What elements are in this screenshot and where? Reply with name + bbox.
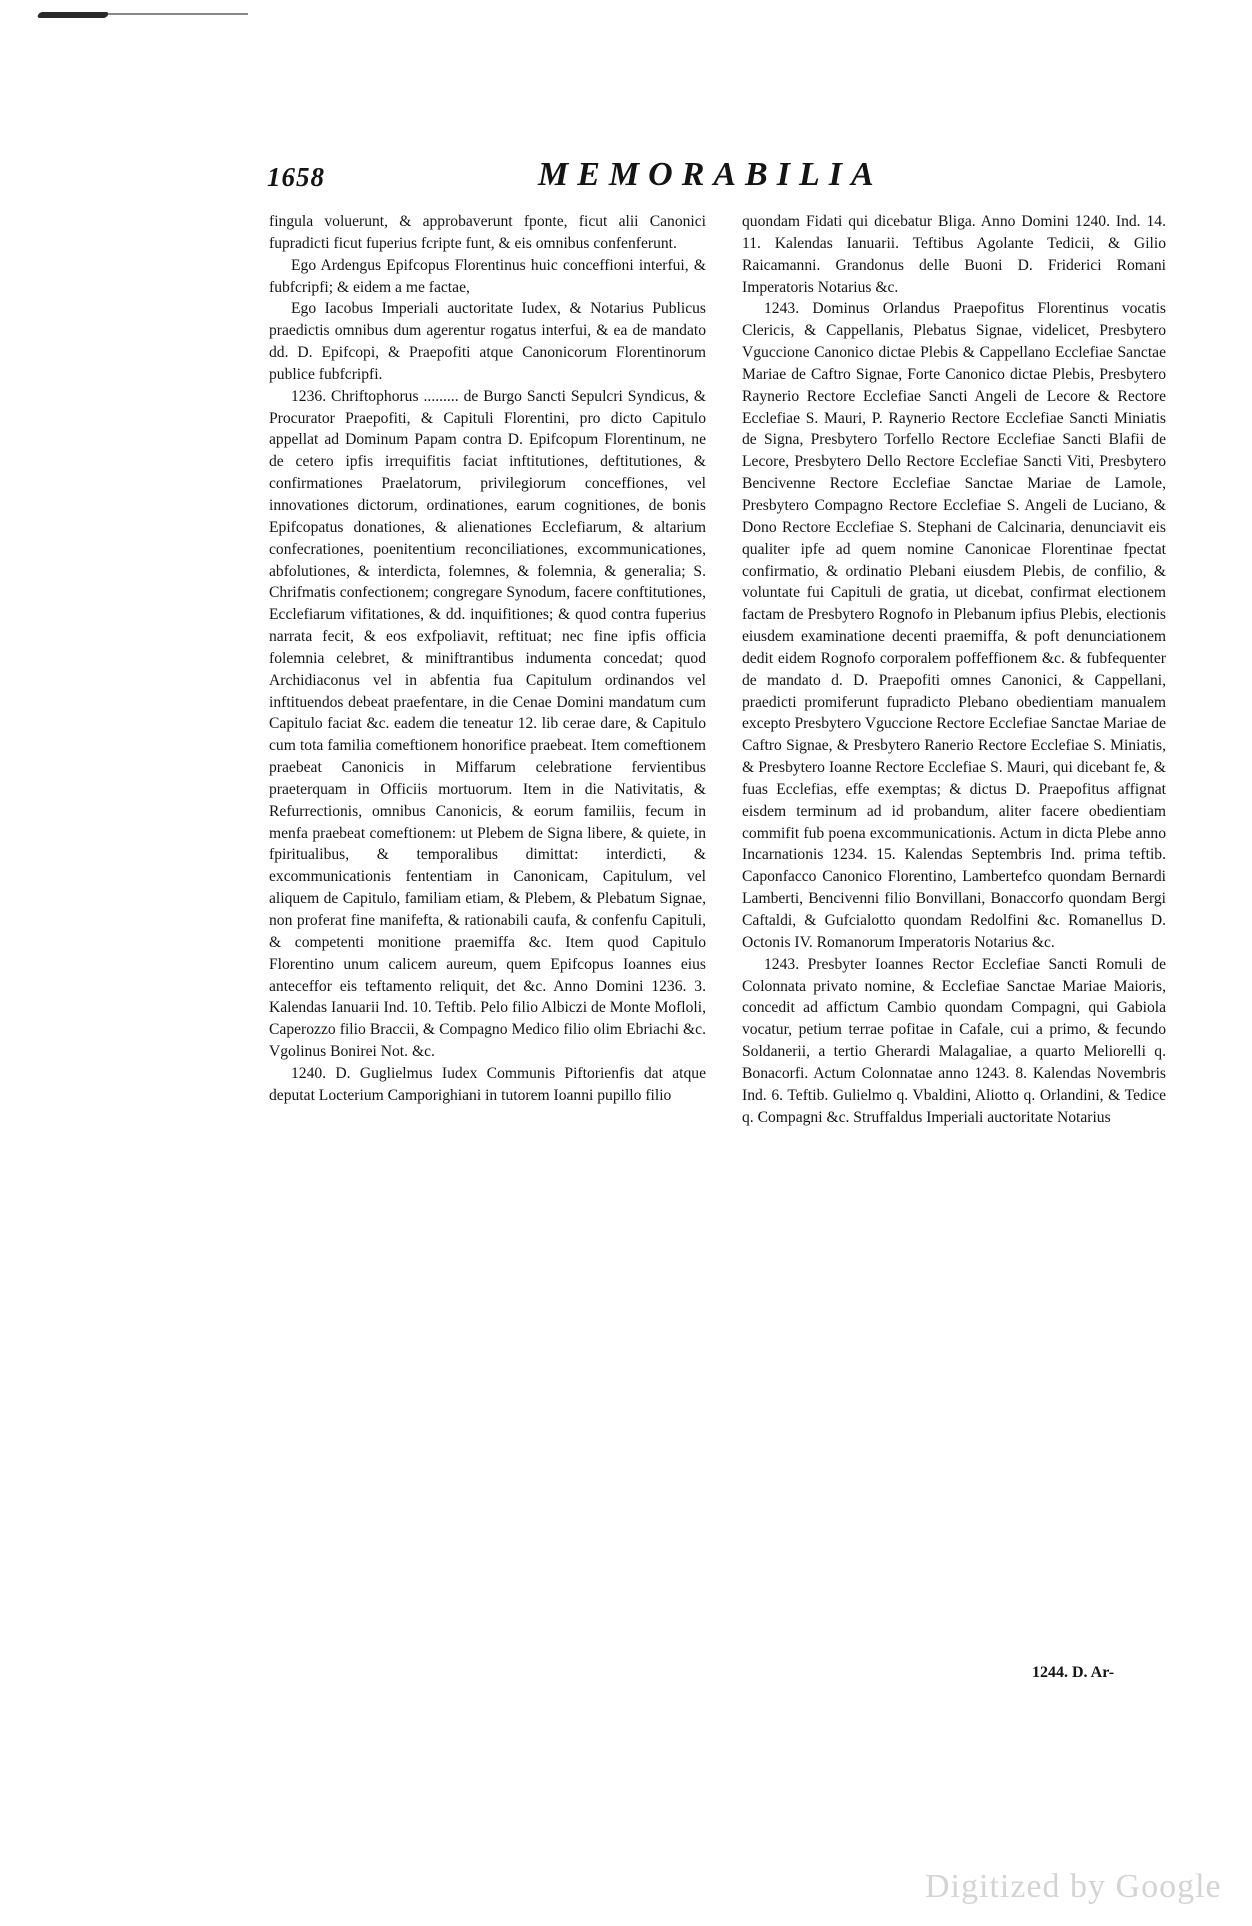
- ink-smudge: [37, 12, 110, 18]
- paragraph: fingula voluerunt, & approbaverunt fponte, ficut alii Canonici fupradicti ficut fuperius fcripte funt, & eis omnibus confenferunt.: [269, 213, 706, 252]
- scan-mark: [108, 13, 248, 15]
- paragraph: 1240. D. Guglielmus Iudex Communis Piftorienfis dat atque deputat Locterium Camporighiani in tutorem Ioanni pupillo filio: [269, 1064, 706, 1104]
- left-column: [269, 211, 706, 1107]
- digitized-watermark: Digitized by Google: [925, 1868, 1222, 1905]
- paragraph: 1243. Presbyter Ioannes Rector Ecclefiae Sancti Romuli de Colonnata privato nomine, & Ecclefiae Sanctae Mariae Maioris, concedit ad affictum Cambio quondam Compagni, qui Gabiola vocatur, petium terrae pofitae in Cafale, cui a primo, & fecundo Soldanerii, a tertio Gherardi Malagaliae, a quarto Meliorelli q. Bonacorfi. Actum Colonnatae anno 1243. 8. Kalendas Novembris Ind. 6. Teftib. Gulielmo q. Vbaldini, Aliotto q. Orlandini, & Tedice q. Compagni &c. Struffaldus Imperiali auctoritate Notarius: [742, 955, 1166, 1126]
- running-title: MEMORABILIA: [538, 156, 883, 193]
- catchword: 1244. D. Ar-: [1032, 1664, 1115, 1681]
- page-header: [0, 156, 1252, 200]
- paragraph: Ego Ardengus Epifcopus Florentinus huic conceffioni interfui, & fubfcripfi; & eidem a me factae,: [269, 256, 706, 296]
- paragraph: quondam Fidati qui dicebatur Bliga. Anno Domini 1240. Ind. 14. 11. Kalendas Ianuarii. Teftibus Agolante Tedicii, & Gilio Raicamanni. Grandonus delle Buoni D. Friderici Romani Imperatoris Notarius &c.: [742, 213, 1166, 296]
- paragraph: 1243. Dominus Orlandus Praepofitus Florentinus vocatis Clericis, & Cappellanis, Plebatus Signae, videlicet, Presbytero Vguccione Canonico dictae Plebis & Cappellano Ecclefiae Sanctae Mariae de Caftro Signae, Forte Canonico dictae Plebis, Presbytero Raynerio Rectore Ecclefiae Sancti Angeli de Lecore & Rectore Ecclefiae S. Mauri, P. Raynerio Rectore Ecclefiae Sancti Miniatis de Signa, Presbytero Torfello Rectore Ecclefiae Sancti Blafii de Lecore, Presbytero Dello Rectore Ecclefiae Sancti Viti, Presbytero Bencivenne Rectore Ecclefiae Sanctae Mariae de Lamole, Presbytero Compagno Rectore Ecclefiae S. Angeli de Luciano, & Dono Rectore Ecclefiae S. Stephani de Calcinaria, denunciavit eis qualiter ipfe ad quem nomine Canonicae Florentinae fpectat confirmatio, & ordinatio Plebani eiusdem Plebis, de confilio, & voluntate fui Capituli de gratia, ut dicebat, confirmat electionem factam de Presbytero Rognofo in Plebanum ipfius Plebis, electionis eiusdem examinatione decenti praemiffa, & poft denunciationem dedit eidem Rognofo corporalem poffeffionem &c. & fubfequenter de mandato d. D. Praepofiti omnes Canonici, & Cappellani, praedicti promiferunt fupradicto Plebano obedientiam manualem excepto Presbytero Vguccione Rectore Ecclefiae Sanctae Mariae de Caftro Signae, & Presbytero Ranerio Rectore Ecclefiae S. Miniatis, & Presbytero Ioanne Rectore Ecclefiae S. Mauri, qui dicebant fe, & fuas Ecclefias, effe exemptas; & dictus D. Praepofitus affignat eisdem terminum ad id probandum, aliter facere obedientiam commifit fub poena excommunicationis. Actum in dicta Plebe anno Incarnationis 1234. 15. Kalendas Septembris Ind. prima teftib. Caponfacco Canonico Florentino, Lambertefco quondam Bernardi Lamberti, Bencivenni filio Bonvillani, Bonaccorfo quondam Bergi Caftaldi, & Gufcialotto quondam Redolfini &c. Romanellus D. Octonis IV. Romanorum Imperatoris Notarius &c.: [742, 300, 1166, 951]
- right-column: [742, 211, 1166, 1128]
- paragraph: Ego Iacobus Imperiali auctoritate Iudex, & Notarius Publicus praedictis omnibus dum agerentur rogatus interfui, & ea de mandato dd. D. Epifcopi, & Praepofiti atque Canonicorum Florentinorum publice fubfcripfi.: [269, 300, 706, 383]
- paragraph: 1236. Chriftophorus ......... de Burgo Sancti Sepulcri Syndicus, & Procurator Praepofiti, & Capituli Florentini, pro dicto Capitulo appellat ad Dominum Papam contra D. Epifcopum Florentinum, ne de cetero ipfis irrequifitis faciat inftitutiones, deftitutiones, & confirmationes Praelatorum, privilegiorum conceffiones, vel innovationes dictorum, ordinationes, earum cognitiones, de bonis Epifcopatus donationes, & alienationes Ecclefiarum, & altarium confecrationes, poenitentium reconciliationes, excommunicationes, abfolutiones, & interdicta, folemnes, & folemnia, & generalia; S. Chrifmatis confectionem; congregare Synodum, facere conftitutiones, Ecclefiarum vifitationes, & dd. inquifitiones; & quod contra fuperius narrata fecit, & eos exfpoliavit, reftituat; nec fine ipfis officia folemnia celebret, & miniftrantibus indumenta concedat; quod Archidiaconus vel in abfentia fua Capitulum ordinandos vel inftituendos debeat praefentare, in die Cenae Domini mandatum cum Capitulo faciat &c. eadem die teneatur 12. lib cerae dare, & Capitulo cum tota familia comeftionem honorifice praebeat. Item comeftionem praebeat Canonicis in Miffarum celebratione fervientibus praeterquam in Officiis mortuorum. Item in die Nativitatis, & Refurrectionis, omnibus Canonicis, & eorum familiis, fecum in menfa praebeat comeftionem: ut Plebem de Signa libere, & quiete, in fpiritualibus, & temporalibus dimittat: interdicti, & excommunicationis fententiam in Canonicam, Capitulum, vel aliquem de Capitulo, familiam etiam, & Plebem, & Plebatum Signae, non proferat fine manifefta, & rationabili caufa, & confenfu Capituli, & competenti monitione praemiffa &c. Item quod Capitulo Florentino unum calicem aureum, quem Epifcopus Ioannes eius anteceffor eis teftamento reliquit, det &c. Anno Domini 1236. 3. Kalendas Ianuarii Ind. 10. Teftib. Pelo filio Albiczi de Monte Mofloli, Caperozzo filio Braccii, & Compagno Medico filio olim Ebriachi &c. Vgolinus Bonirei Not. &c.: [269, 387, 706, 1061]
- page-number: 1658: [267, 162, 325, 192]
